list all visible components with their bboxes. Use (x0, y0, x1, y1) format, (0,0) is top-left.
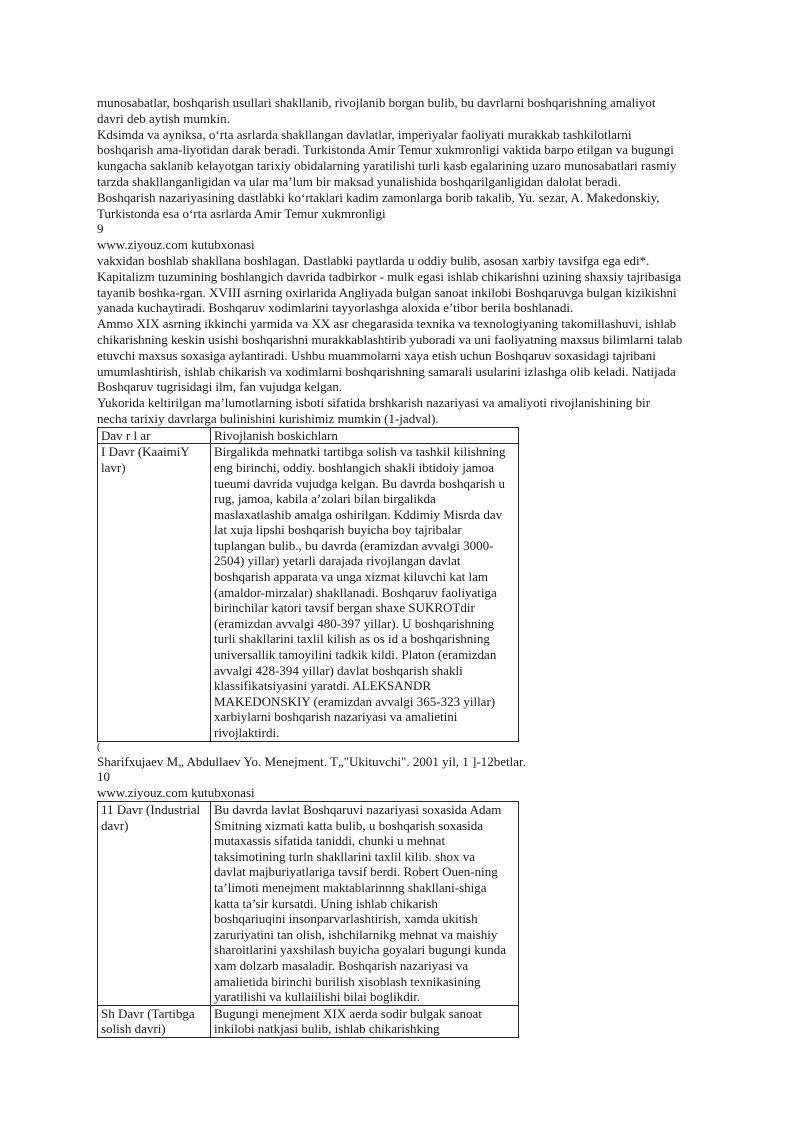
text-line: Kdsimda va ayniksa, o‘rta asrlarda shakllangan davlatlar, imperiyalar faoliyati murakkab tashkilotlarni (97, 126, 632, 142)
cell-line: turli shakllarini taxlil kilish as os id a boshqarishning (214, 631, 490, 647)
table-header-row (98, 427, 519, 444)
table-2 (97, 801, 519, 1038)
cell-line: xam dolzarb masaladir. Boshqarish nazariyasi va (214, 957, 469, 973)
document-page (97, 95, 717, 1038)
description-cell (211, 802, 519, 1006)
cell-line: zaruriyatini tan olish, ishchilarnikg mehnat va maishiy (214, 926, 498, 942)
cell-line: avvalgi 428-394 yillar) davlat boshqarish shakli (214, 662, 463, 678)
cell-line: Birgalikda mehnatki tartibga solish va tashkil kilishning (214, 444, 506, 460)
cell-line: maslaxatlashib amalga oshirilgan. Kddimiy Misrda dav (214, 506, 503, 522)
cell-line: (amaldor-mirzalar) shakllanadi. Boshqaruv faoliyatiga (214, 584, 497, 600)
text-line: chikarishning keskin usishi boshqarishni murakkablashtirib yuboradi va uni faoliyatning maxsus bilimlarni talab (97, 331, 683, 347)
cell-line: davlat majburiyatlariga tavsif berdi. Robert Ouen-ning (214, 864, 498, 880)
text-line: Boshqarish nazariyasining dastlabki ko‘rtaklari kadim zamonlarga borib takalib, Yu. sezar, A. Makedonskiy, (97, 189, 660, 205)
cell-line: Smitning xizmati katta bulib, u boshqarish soxasida (214, 817, 484, 833)
header-cell-stages: Rivojlanish boskichlarn (211, 427, 519, 444)
text-line: Turkistonda esa o‘rta asrlarda Amir Temur xukmronligi (97, 205, 386, 221)
cell-line: sharoitlarini yaxshilash buyicha goyalari bugungi kunda (214, 942, 507, 958)
text-line: tayanib boshka-rgan. XVIII asrning oxirlarida Angliyada bulgan sanoat inkilobi Boshqaruvga bulgan kizikishni (97, 284, 677, 300)
footnote-mark: ( (97, 741, 101, 753)
cell-line: birinchilar katori tavsif bergan shaxe SUKROTdir (214, 600, 475, 616)
text-line: davri deb aytish mumkin. (97, 110, 230, 126)
cell-line: rug, jamoa, kabila a’zolari bilan birgalikda (214, 491, 436, 507)
cell-line: yaratilishi va kullaiilishi bilai boglikdir. (214, 989, 421, 1005)
text-line: etuvchi maxsus soxasiga aylantiradi. Ushbu muammolarni xaya etish uchun Boshqaruv soxasidagi tajribani (97, 347, 656, 363)
page-number: 9 (97, 221, 104, 237)
cell-line: taksimotining turln shakllarini taxlil kilib. shox va (214, 848, 476, 864)
site-link[interactable]: www.ziyouz.com kutubxonasi (97, 237, 255, 253)
cell-line: Bu davrda lavlat Boshqaruvi nazariyasi soxasida Adam (214, 802, 502, 817)
header-cell-periods: Dav r l ar (98, 427, 211, 444)
text-line: boshqarish ama-liyotidan darak beradi. Turkistonda Amir Temur xukmronligi vaktida barpo etilgan va bugungi (97, 142, 674, 158)
cell-line: rivojlaktirdi. (214, 725, 280, 741)
cell-line: MAKEDONSKIY (eramizdan avvalgi 365-323 yillar) (214, 693, 496, 709)
text-line: Kapitalizm tuzumining boshlangich davrida tadbirkor - mulk egasi ishlab chikarishni uzining shaxsiy tajribasiga (97, 268, 682, 284)
footnote: Sharifxujaev M„ Abdullaev Yo. Menejment. T„"Ukituvchi". 2001 yil, 1 ]-12betlar. (97, 753, 526, 769)
cell-line: Bugungi menejment XIX aerda sodir bulgak sanoat (214, 1005, 482, 1021)
cell-line: solish davri) (101, 1021, 166, 1037)
cell-line: ta’limoti menejment maktablarinnng shakllani-shiga (214, 879, 487, 895)
cell-line: lat xuja lipshi boshqarish buyicha boy tajribalar (214, 522, 462, 538)
table-1 (97, 427, 519, 742)
cell-line: 11 Davr (Industrial (101, 802, 201, 817)
cell-line: klassifikatsiyasini yaratdi. ALEKSANDR (214, 678, 432, 694)
period-cell (98, 444, 211, 741)
period-cell (98, 802, 211, 1006)
cell-line: (eramizdan avvalgi 480-397 yillar). U boshqarishning (214, 615, 495, 631)
cell-line: boshqarish apparata va unga xizmat kiluvchi kat lam (214, 569, 488, 585)
description-cell (211, 444, 519, 741)
cell-line: I Davr (KaaimiY (101, 444, 190, 460)
text-line: yanada kuchaytiradi. Boshqaruv xodimlarini tayyorlashga aloxida e’tibor berila boshlanadi. (97, 300, 574, 316)
cell-line: inkilobi natkjasi bulib, ishlab chikarishking (214, 1021, 440, 1037)
site-link[interactable]: www.ziyouz.com kutubxonasi (97, 785, 255, 801)
cell-line: lavr) (101, 459, 126, 475)
paragraph-2 (97, 253, 717, 427)
text-line: necha tarixiy davrlarga bulinishini kurishimiz mumkin (1-jadval). (97, 410, 439, 426)
text-line: umumlashtirish, ishlab chikarish va xodimlarni boshqarishning samarali usularini izlashga olib keladi. Natijada (97, 363, 676, 379)
cell-line: tueumi davrida vujudga kelgan. Bu davrda boshqarish u (214, 475, 505, 491)
text-line: vakxidan boshlab shakllana boshlagan. Dastlabki paytlarda u oddiy bulib, asosan xarbiy tavsifga ega edi*. (97, 252, 650, 268)
cell-line: eng birinchi, oddiy. boshlangich shakli ibtidoiy jamoa (214, 459, 495, 475)
cell-line: mutaxassis sifatida taniddi, chunki u mehnat (214, 833, 446, 849)
cell-line: universallik tamoyilini tadkik kildi. Platon (eramizdan (214, 647, 497, 663)
cell-line: davr) (101, 817, 129, 833)
text-line: munosabatlar, boshqarish usullari shakllanib, rivojlanib borgan bulib, bu davrlarni boshqarishning amaliyot (97, 95, 656, 110)
text-line: tarzda shakllanganligidan va ular ma’lum bir maksad yunalishida boshqarilganligidan dalolat beradi. (97, 173, 621, 189)
cell-line: boshqariuqini insonparvarlashtirish, xamda ukitish (214, 911, 478, 927)
period-cell (98, 1005, 211, 1037)
cell-line: 2504) yillar) yetarli darajada rivojlangan davlat (214, 553, 461, 569)
text-line: Ammo XIX asrning ikkinchi yarmida va XX asr chegarasida texnika va texnologiyaning takomillashuvi, ishlab (97, 316, 677, 332)
cell-line: xarbiylarni boshqarish nazariyasi va amalietini (214, 709, 458, 725)
paragraph-1 (97, 95, 717, 221)
cell-line: Sh Davr (Tartibga (101, 1005, 195, 1021)
table-row (98, 444, 519, 741)
text-line: kungacha saklanib kelayotgan tarixiy obidalarning yaratilishi turli kasb egalarining uzaro munosabatlari rasmiy (97, 158, 677, 174)
page-number: 10 (97, 769, 110, 785)
table-row (98, 1005, 519, 1037)
cell-line: tuplangan bulib., bu davrda (eramizdan avvalgi 3000- (214, 537, 494, 553)
text-line: Boshqaruv tugrisidagi ilm, fan vujudga kelgan. (97, 379, 343, 395)
description-cell (211, 1005, 519, 1037)
cell-line: amalietida birinchi burilish xisoblash texnikasining (214, 973, 481, 989)
table-row (98, 802, 519, 1006)
cell-line: katta ta’sir kursatdi. Uning ishlab chikarish (214, 895, 438, 911)
text-line: Yukorida keltirilgan ma’lumotlarning isboti sifatida brshkarish nazariyasi va amaliyoti rivojlanishining bir (97, 395, 651, 411)
